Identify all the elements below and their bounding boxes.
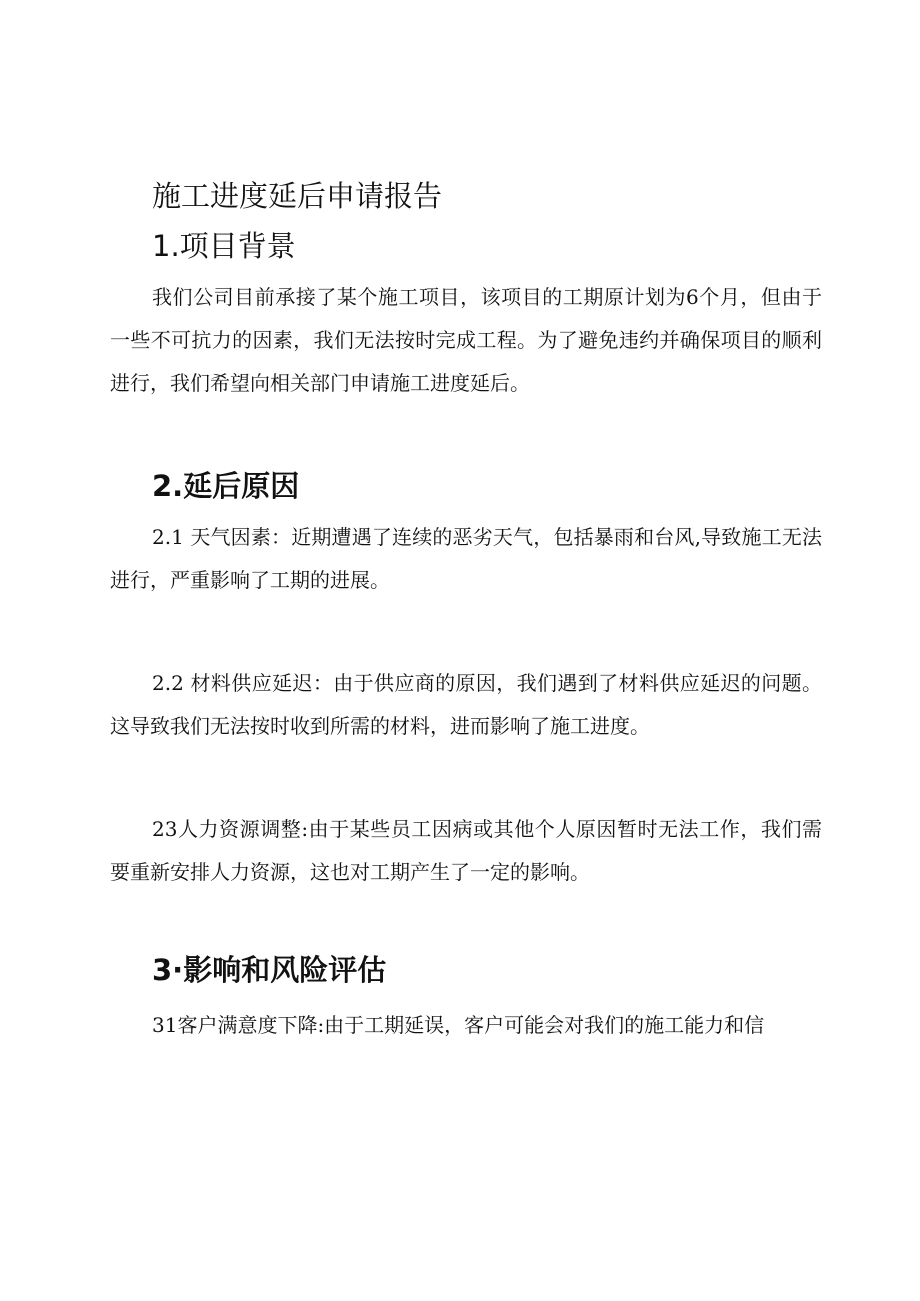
section-heading-impact-risk: 3·影响和风险评估 — [152, 953, 387, 987]
paragraph-project-background: 我们公司目前承接了某个施工项目，该项目的工期原计划为6个月，但由于一些不可抗力的因素，我们无法按时完成工程。为了避免违约并确保项目的顺利进行，我们希望向相关部门申请施工进度延后。 — [110, 285, 822, 395]
paragraph-weather-factor: 2.1 天气因素：近期遭遇了连续的恶劣天气，包括暴雨和台风,导致施工无法进行，严重影响了工期的进展。 — [110, 525, 822, 592]
paragraph-hr-adjustment: 23人力资源调整:由于某些员工因病或其他个人原因暂时无法工作，我们需要重新安排人力资源，这也对工期产生了一定的影响。 — [110, 817, 822, 884]
document-title: 施工进度延后申请报告 — [152, 179, 443, 213]
section-heading-background: 1.项目背景 — [152, 229, 296, 263]
paragraph-customer-satisfaction: 31客户满意度下降:由于工期延误，客户可能会对我们的施工能力和信 — [152, 1013, 765, 1037]
paragraph-material-delay: 2.2 材料供应延迟：由于供应商的原因，我们遇到了材料供应延迟的问题。这导致我们无法按时收到所需的材料，进而影响了施工进度。 — [110, 671, 822, 738]
section-heading-delay-reasons: 2.延后原因 — [152, 469, 300, 503]
